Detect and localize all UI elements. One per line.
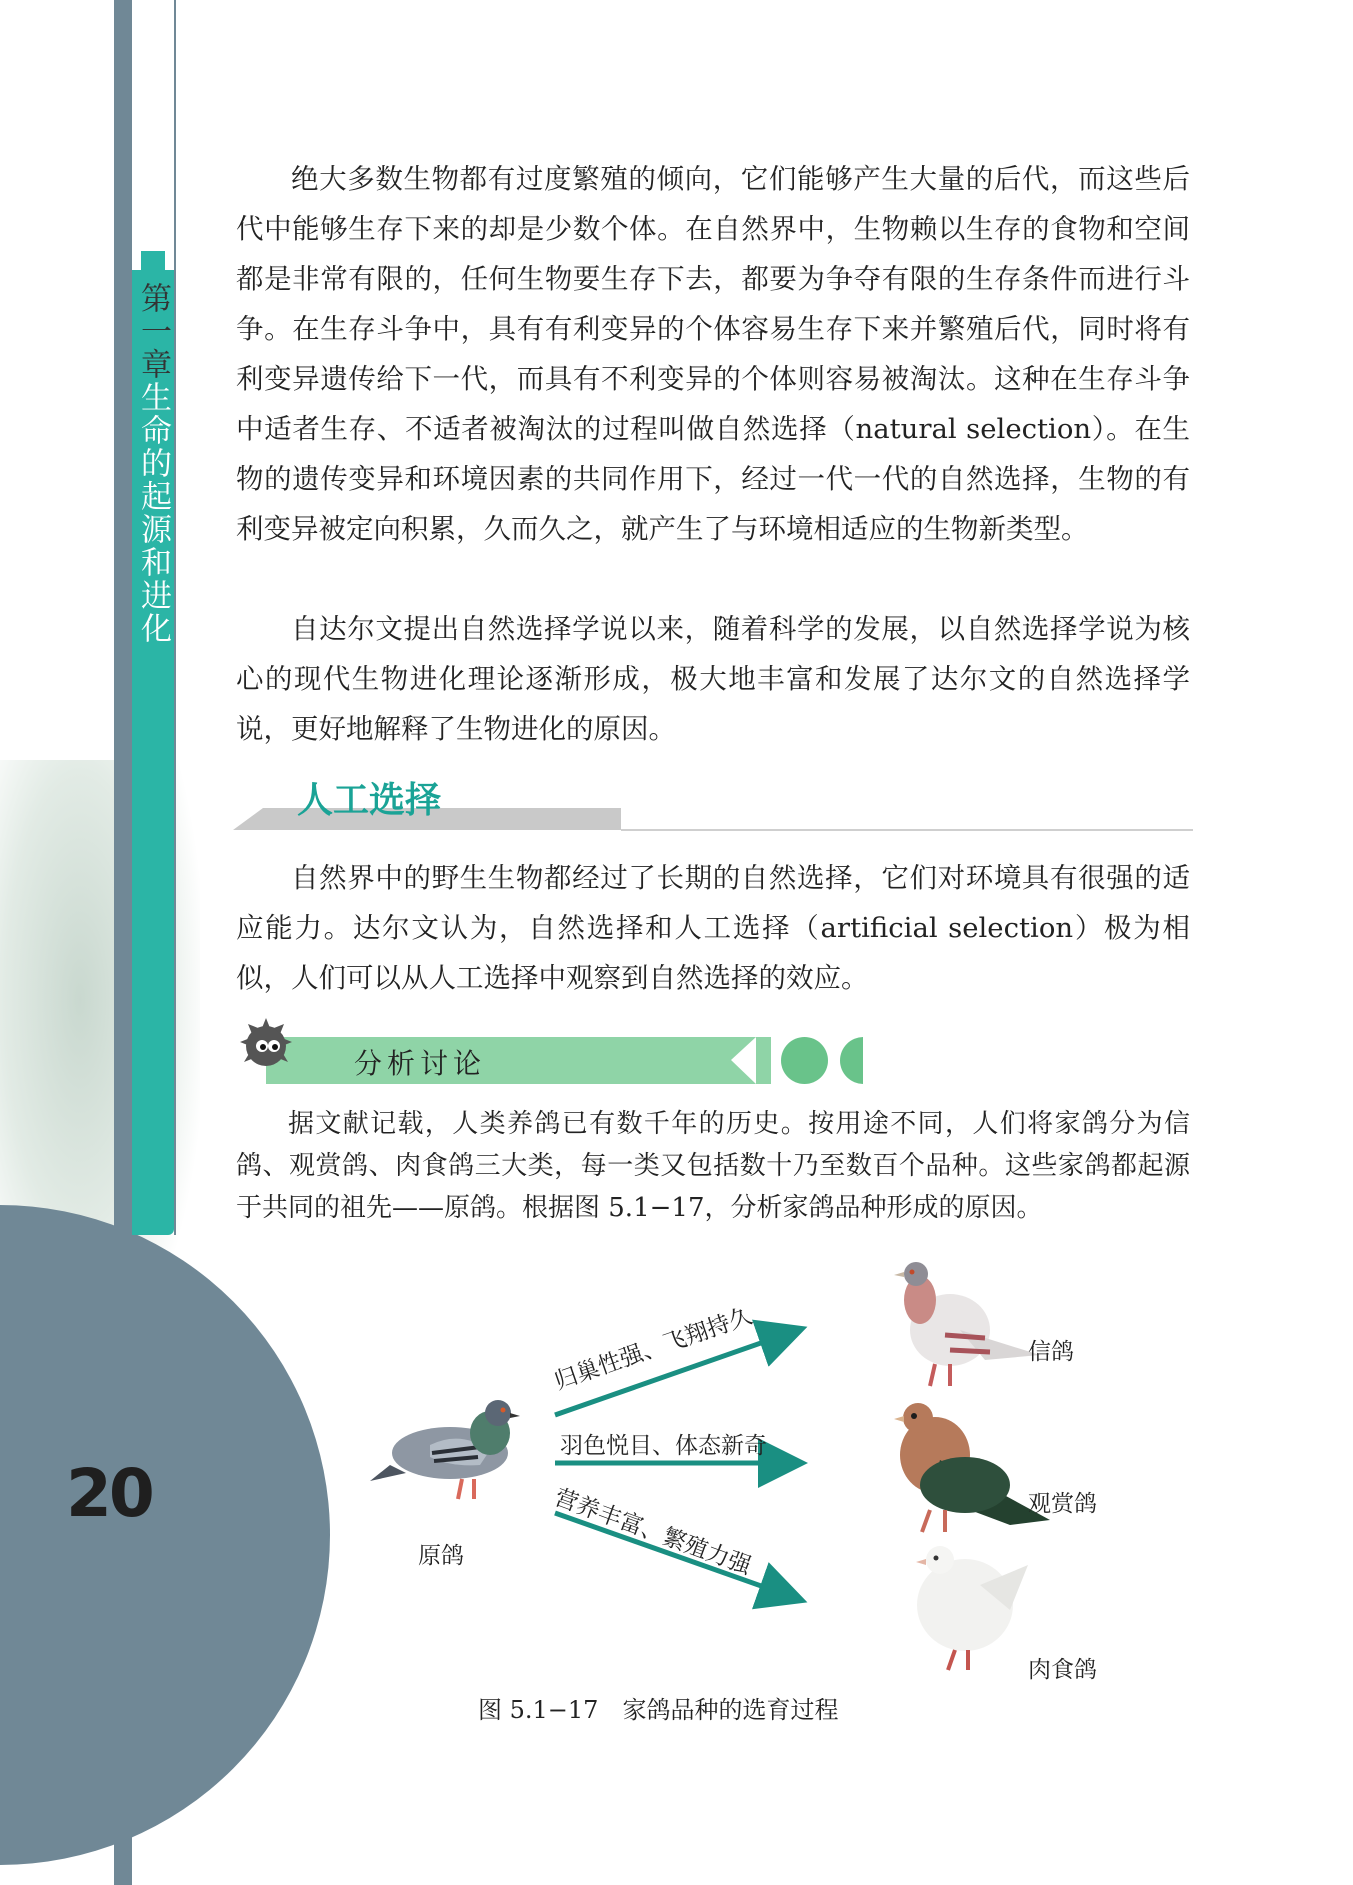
arrow-top-label: 归巢性强、飞翔持久 bbox=[551, 1303, 756, 1396]
chapter-prefix: 第一章 bbox=[135, 282, 171, 381]
decorative-circle bbox=[0, 1205, 330, 1865]
section-title: 人工选择 bbox=[297, 780, 442, 821]
fancy-pigeon-image bbox=[894, 1403, 1050, 1532]
meat-pigeon-label: 肉食鸽 bbox=[1028, 1657, 1097, 1683]
paragraph-natural-selection: 绝大多数生物都有过度繁殖的倾向，它们能够产生大量的后代，而这些后代中能够生存下来的却是少数个体。在自然界中，生物赖以生存的食物和空间都是非常有限的，任何生物要生存下去，都要为争夺有限的生存条件而进行斗争。在生存斗争中，具有有利变异的个体容易生存下来并繁殖后代，同时将有利变异遗传给下一代，而具有不利变异的个体则容易被淘汰。这种在生存斗争中适者生存、不适者被淘汰的过程叫做自然选择（natural selection）。在生物的遗传变异和环境因素的共同作用下，经过一代一代的自然选择，生物的有利变异被定向积累，久而久之，就产生了与环境相适应的生物新类型。 bbox=[236, 163, 1190, 545]
rock-pigeon-image bbox=[370, 1400, 520, 1499]
chapter-label bbox=[132, 282, 174, 645]
origin-label: 原鸽 bbox=[418, 1543, 464, 1569]
arrow-bottom-label: 营养丰富、繁殖力强 bbox=[551, 1484, 755, 1580]
arrow-middle-label: 羽色悦目、体态新奇 bbox=[560, 1433, 767, 1459]
banner-half-dot bbox=[840, 1037, 887, 1084]
meat-pigeon-image bbox=[916, 1546, 1028, 1670]
fancy-pigeon-label: 观赏鸽 bbox=[1028, 1491, 1097, 1517]
paragraph-pigeon-history: 据文献记载，人类养鸽已有数千年的历史。按用途不同，人们将家鸽分为信鸽、观赏鸽、肉食鸽三大类，每一类又包括数十乃至数百个品种。这些家鸽都起源于共同的祖先——原鸽。根据图 5.1−17，分析家鸽品种形成的原因。 bbox=[236, 1109, 1190, 1223]
margin-rule bbox=[174, 0, 176, 1235]
section-heading bbox=[233, 772, 1193, 836]
banner-dot bbox=[781, 1037, 828, 1084]
pigeon-figure bbox=[350, 1235, 1170, 1755]
paragraph-artificial-selection: 自然界中的野生生物都经过了长期的自然选择，它们对环境具有很强的适应能力。达尔文认为，自然选择和人工选择（artificial selection）极为相似，人们可以从人工选择中观察到自然选择的效应。 bbox=[236, 862, 1190, 994]
chapter-square-icon bbox=[141, 251, 165, 275]
mascot-icon bbox=[236, 1012, 298, 1074]
discussion-label: 分析讨论 bbox=[354, 1047, 487, 1080]
chapter-title: 生命的起源和进化 bbox=[135, 381, 171, 645]
figure-caption: 图 5.1−17 家鸽品种的选育过程 bbox=[478, 1696, 839, 1724]
homing-pigeon-image bbox=[894, 1262, 1040, 1386]
page-number: 20 bbox=[66, 1455, 152, 1532]
paragraph-modern-theory: 自达尔文提出自然选择学说以来，随着科学的发展，以自然选择学说为核心的现代生物进化理论逐渐形成，极大地丰富和发展了达尔文的自然选择学说，更好地解释了生物进化的原因。 bbox=[236, 613, 1190, 745]
page-spine bbox=[114, 0, 132, 1885]
discussion-banner bbox=[236, 1012, 636, 1086]
homing-pigeon-label: 信鸽 bbox=[1028, 1339, 1074, 1365]
